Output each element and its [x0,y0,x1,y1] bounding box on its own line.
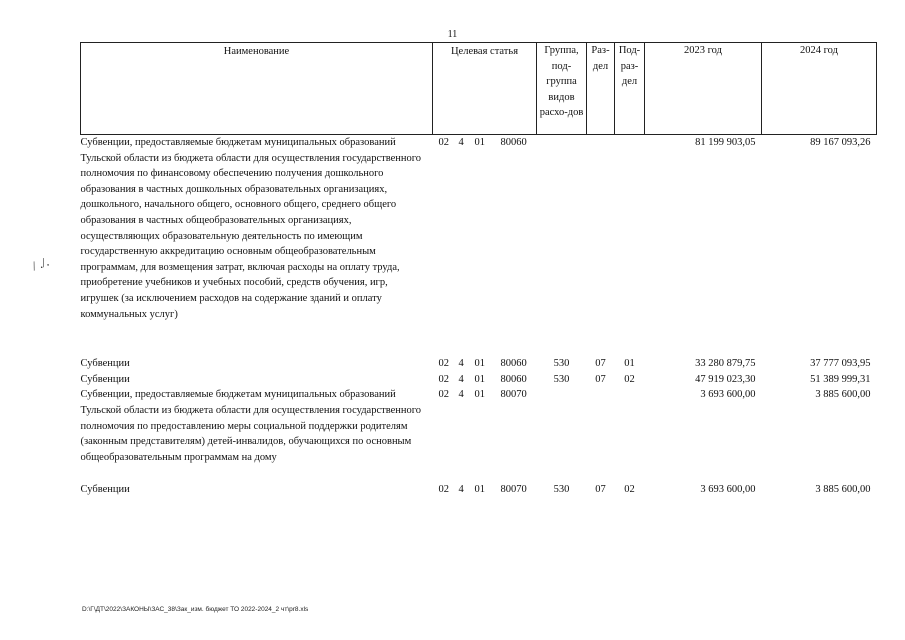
code-direction: 80060 [500,373,527,385]
code-program: 02 [438,373,449,385]
code-subprogram: 01 [474,484,485,496]
table-row [81,356,877,372]
header-year-2023: 2023 год [645,43,762,135]
row-target-code [433,135,537,323]
table-row [81,387,877,465]
header-target-article: Целевая статья [433,43,537,135]
row-name: Субвенции, предоставляемые бюджетам муниципальных образований Тульской области из бюджета области для осуществления государственного полномочия по предоставлению меры социальной поддержки родителям (законным представителям) детей-инвалидов, обучающихся по основным общеобразовательным программам на дому [80,389,422,463]
code-program: 02 [438,358,449,370]
row-target-code [433,356,537,372]
code-subprogram: 01 [474,373,485,385]
code-type: 4 [458,358,464,370]
budget-table [80,42,877,498]
header-year-2024: 2024 год [762,43,877,135]
row-amount-2023: 33 280 879,75 [695,358,756,370]
spacer-row [81,465,877,482]
header-expense-group: Группа, под-группа видов расхо-дов [537,43,587,135]
row-section: 07 [595,484,606,496]
code-direction: 80060 [500,137,527,148]
header-row [81,43,877,135]
row-section: 07 [595,358,606,370]
code-subprogram: 01 [474,358,485,370]
row-subsection: 02 [624,484,635,496]
code-subprogram: 01 [474,137,485,148]
row-section [587,135,615,323]
page-number: 11 [447,29,458,40]
code-type: 4 [458,389,464,401]
row-group: 530 [553,484,570,496]
row-target-code [433,372,537,388]
code-subprogram: 01 [474,389,485,401]
row-group [537,387,587,465]
file-path-footer: D:\Г\ДТ\2022\ЗАКОНЫ\ЗАС_38\Зак_изм. бюджет ТО 2022-2024_2 чт\pr8.xls [82,606,309,613]
code-direction: 80070 [500,389,527,401]
code-direction: 80070 [500,484,527,496]
row-name: Субвенции [80,373,130,385]
code-direction: 80060 [500,358,527,370]
row-section [587,387,615,465]
row-subsection [615,135,645,323]
row-amount-2024: 3 885 600,00 [815,484,871,496]
table-row [81,482,877,498]
row-subsection: 02 [624,373,635,385]
handwritten-margin-mark: / ./. [29,253,51,274]
row-group: 530 [553,373,570,385]
row-amount-2023: 3 693 600,00 [700,389,756,401]
row-name: Субвенции [80,358,130,370]
code-type: 4 [458,484,464,496]
row-section: 07 [595,373,606,385]
row-group [537,135,587,323]
row-name: Субвенции, предоставляемые бюджетам муниципальных образований Тульской области из бюджета области для осуществления государственного полномочия по финансовому обеспечению получения дошкольного образования в частных дошкольных образовательных организациях, дошкольного, начального общего, основного общего, среднего общего образования в частных общеобразовательных организациях, осуществляющих образовательную деятельность по имеющим государственную аккредитацию основным общеобразовательным программам, для возмещения затрат, включая расходы на оплату труда, приобретение учебников и учебных пособий, средств обучения, игр, игрушек (за исключением расходов на содержание зданий и оплату коммунальных услуг) [80,137,422,320]
row-amount-2024: 3 885 600,00 [815,389,871,401]
row-amount-2023: 3 693 600,00 [700,484,756,496]
row-subsection: 01 [624,358,635,370]
row-amount-2024: 37 777 093,95 [810,358,871,370]
row-amount-2023: 81 199 903,05 [695,137,756,148]
row-group: 530 [553,358,570,370]
row-amount-2023: 47 919 023,30 [695,373,756,385]
row-target-code [433,482,537,498]
code-type: 4 [458,137,464,148]
header-name: Наименование [81,43,433,135]
spacer-row [81,322,877,339]
header-section: Раз-дел [587,43,615,135]
header-subsection: Под-раз-дел [615,43,645,135]
table-row [81,372,877,388]
code-program: 02 [438,484,449,496]
spacer-row [81,339,877,356]
code-type: 4 [458,373,464,385]
table-row [81,135,877,323]
row-target-code [433,387,537,465]
code-program: 02 [438,137,449,148]
row-amount-2024: 51 389 999,31 [810,373,871,385]
code-program: 02 [438,389,449,401]
row-name: Субвенции [80,484,130,496]
row-amount-2024: 89 167 093,26 [810,137,871,148]
row-subsection [615,387,645,465]
